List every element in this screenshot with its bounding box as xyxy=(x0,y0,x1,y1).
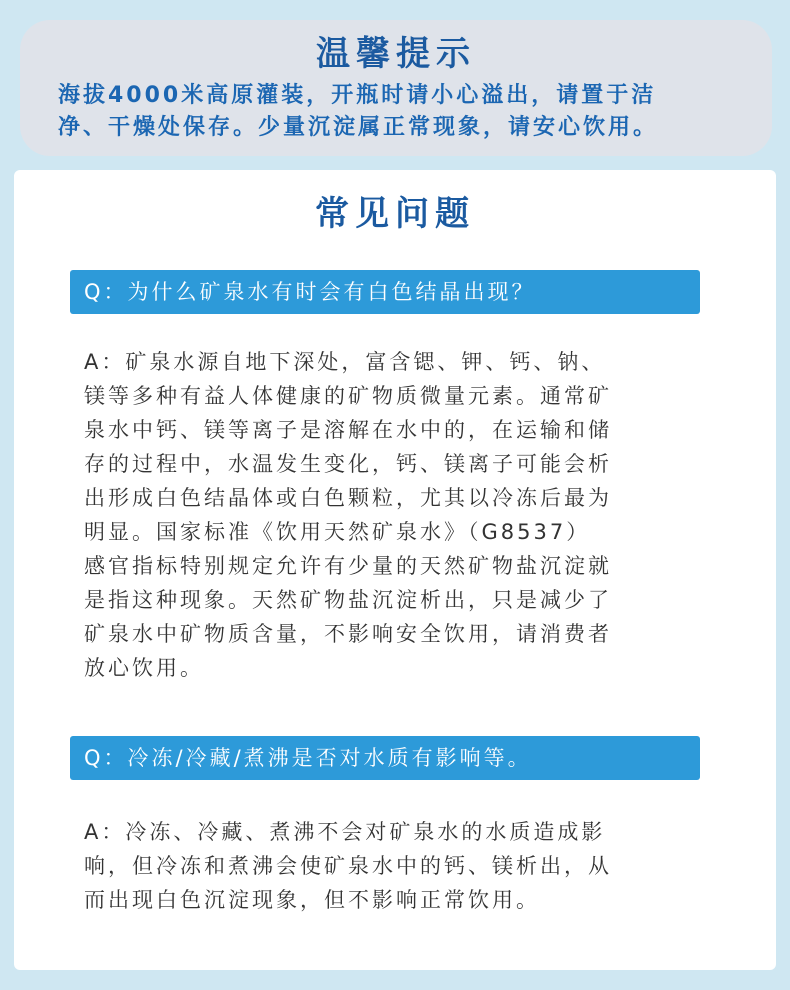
faq-question-2: Q：冷冻/冷藏/煮沸是否对水质有影响等。 xyxy=(70,736,700,780)
answer-line: 镁等多种有益人体健康的矿物质微量元素。通常矿 xyxy=(84,384,612,408)
answer-line: A：矿泉水源自地下深处，富含锶、钾、钙、钠、 xyxy=(84,350,606,374)
faq-answer-2 xyxy=(84,815,714,917)
answer-line: 响，但冷冻和煮沸会使矿泉水中的钙、镁析出，从 xyxy=(84,854,612,878)
answer-line: 放心饮用。 xyxy=(84,656,204,680)
answer-line: 存的过程中，水温发生变化，钙、镁离子可能会析 xyxy=(84,452,612,476)
answer-line: 感官指标特别规定允许有少量的天然矿物盐沉淀就 xyxy=(84,554,612,578)
tip-title: 温馨提示 xyxy=(316,34,476,74)
faq-card xyxy=(14,170,776,970)
tip-text xyxy=(58,80,734,144)
tip-card xyxy=(20,20,772,156)
answer-line: 是指这种现象。天然矿物盐沉淀析出，只是减少了 xyxy=(84,588,612,612)
answer-line: 明显。国家标准《饮用天然矿泉水》（G8537） xyxy=(84,520,591,544)
answer-line: 而出现白色沉淀现象，但不影响正常饮用。 xyxy=(84,888,540,912)
tip-line: 净、干燥处保存。少量沉淀属正常现象，请安心饮用。 xyxy=(58,115,659,140)
answer-line: 出形成白色结晶体或白色颗粒，尤其以冷冻后最为 xyxy=(84,486,612,510)
faq-answer-1 xyxy=(84,345,714,685)
faq-question-1: Q：为什么矿泉水有时会有白色结晶出现？ xyxy=(70,270,700,314)
tip-line: 海拔4000米高原灌装，开瓶时请小心溢出，请置于洁 xyxy=(58,83,657,108)
faq-title: 常见问题 xyxy=(315,194,475,234)
answer-line: 泉水中钙、镁等离子是溶解在水中的，在运输和储 xyxy=(84,418,612,442)
answer-line: A：冷冻、冷藏、煮沸不会对矿泉水的水质造成影 xyxy=(84,820,606,844)
answer-line: 矿泉水中矿物质含量，不影响安全饮用，请消费者 xyxy=(84,622,612,646)
